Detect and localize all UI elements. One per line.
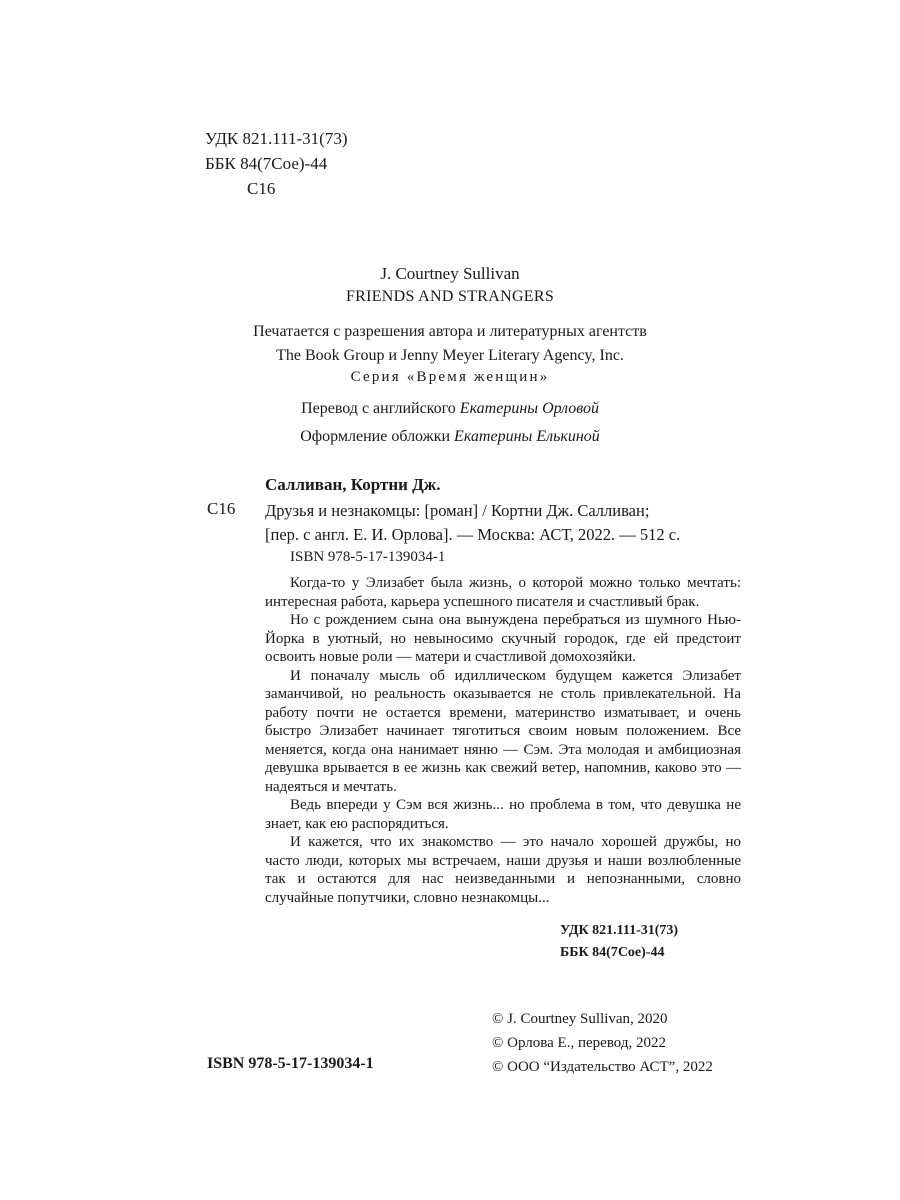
isbn: ISBN 978-5-17-139034-1 [207, 1055, 374, 1072]
author-original-name: J. Courtney Sullivan [380, 264, 520, 283]
copyright-line: © ООО “Издательство АСТ”, 2022 [492, 1059, 713, 1075]
bibliographic-isbn: ISBN 978-5-17-139034-1 [290, 549, 446, 565]
cover-design-credit [160, 428, 740, 446]
udk-code-bold: УДК 821.111-31(73) [560, 923, 679, 938]
annotation-paragraph: И кажется, что их знакомство — это начало хорошей дружбы, но часто люди, которых мы встречаем, наши друзья и наши возлюбленные так и остаются для нас неизведанными и непознанными, словно случайные попутчики, словно незнакомцы... [265, 834, 741, 906]
annotation-paragraph: Когда-то у Элизабет была жизнь, о которой можно только мечтать: интересная работа, карьера успешного писателя и счастливый брак. [265, 575, 741, 610]
bbk-code: ББК 84(7Сое)-44 [205, 154, 328, 173]
series-name: Серия «Время женщин» [350, 369, 550, 385]
annotation-paragraph: И поначалу мысль об идиллическом будущем кажется Элизабет заманчивой, но реальность оказывается не столь привлекательной. На работу почти не остается времени, материнство изматывает, и очень быстро Элизабет начинает тяготиться своим новым положением. Все меняется, когда она нанимает няню — Сэм. Эта молодая и амбициозная девушка врывается в ее жизнь как свежий ветер, напомнив, каково это — надеяться и мечтать. [265, 667, 741, 795]
bbk-code-bold: ББК 84(7Сое)-44 [560, 945, 665, 960]
copyright-line: © J. Courtney Sullivan, 2020 [492, 1011, 668, 1027]
translation-credit [160, 400, 740, 418]
translator-name: Екатерины Орловой [459, 400, 599, 417]
copyright-line: © Орлова Е., перевод, 2022 [492, 1035, 666, 1051]
description-line-1: Друзья и незнакомцы: [роман] / Кортни Дж. Салливан; [265, 501, 650, 520]
cover-prefix: Оформление обложки [300, 428, 455, 445]
top-classification [205, 126, 347, 201]
bibliographic-author: Салливан, Кортни Дж. [265, 475, 441, 494]
bibliographic-mark: С16 [207, 499, 236, 518]
permission-line-1: Печатается с разрешения автора и литературных агентств [253, 323, 647, 340]
annotation-paragraph: Ведь впереди у Сэм вся жизнь... но проблема в том, что девушка не знает, как ею распорядиться. [265, 797, 741, 832]
permission-notice [160, 320, 740, 368]
original-title: FRIENDS AND STRANGERS [345, 288, 555, 305]
translation-prefix: Перевод с английского [301, 400, 460, 417]
cover-designer-name: Екатерины Елькиной [454, 428, 600, 445]
annotation [265, 574, 741, 907]
udk-code: УДК 821.111-31(73) [205, 129, 348, 148]
description-line-2: [пер. с англ. Е. И. Орлова]. — Москва: АСТ, 2022. — 512 с. [265, 525, 681, 544]
permission-line-2: The Book Group и Jenny Meyer Literary Agency, Inc. [276, 347, 624, 364]
bibliographic-description [265, 499, 741, 547]
copyright-notices [492, 1007, 713, 1079]
classification-block [560, 920, 720, 964]
author-mark: С16 [247, 179, 276, 198]
annotation-paragraph: Но с рождением сына она вынуждена перебраться из шумного Нью-Йорка в уютный, но невыносимо скучный городок, где ей предстоит освоить новые роли — матери и счастливой домохозяйки. [265, 612, 741, 665]
